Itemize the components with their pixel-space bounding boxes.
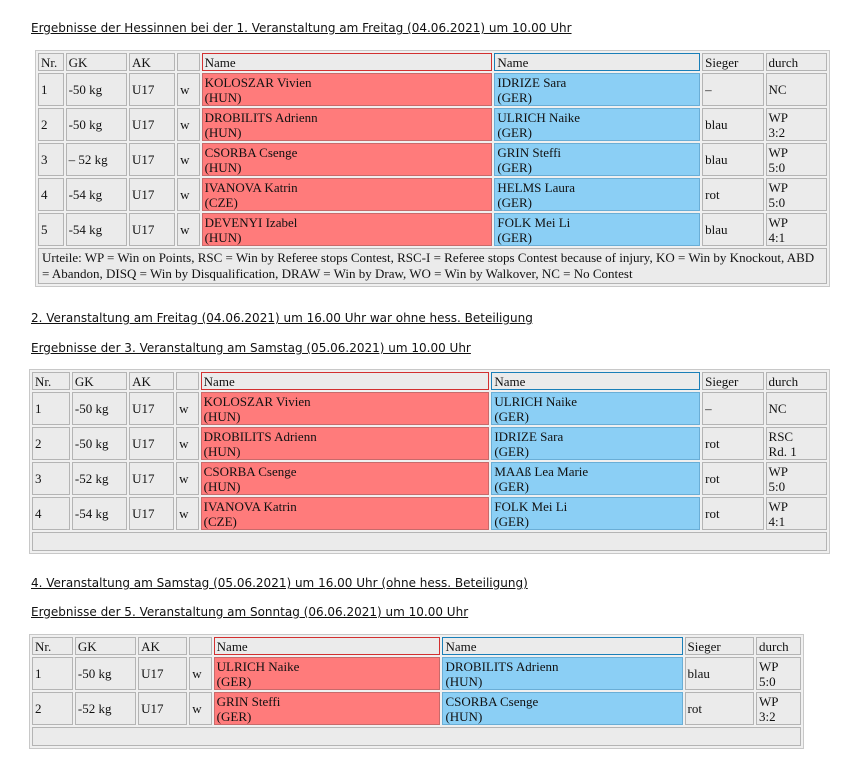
red-boxer-name: DROBILITS Adrienn (203, 428, 317, 444)
winner: rot (702, 178, 763, 211)
table-row (32, 497, 827, 530)
blue-corner-boxer (442, 692, 682, 725)
decision-type: WP (768, 214, 789, 230)
col-by-header: durch (766, 53, 827, 71)
weight-class: -50 kg (72, 427, 127, 460)
bout-number: 2 (32, 427, 70, 460)
heading-event-4: 4. Veranstaltung am Samstag (05.06.2021) um 16.00 Uhr (ohne hess. Beteiligung) (31, 576, 528, 590)
winner: rot (702, 427, 763, 460)
table-row (38, 108, 827, 141)
bout-number: 1 (38, 73, 64, 106)
decision-score: 5:0 (768, 159, 786, 175)
decision-score: 5:0 (768, 194, 786, 210)
decision-type: WP (768, 109, 789, 125)
age-class: U17 (129, 108, 175, 141)
age-class: U17 (129, 427, 174, 460)
col-nr-header: Nr. (32, 637, 73, 655)
red-boxer-country: (HUN) (204, 229, 242, 245)
red-boxer-name: GRIN Steffi (216, 693, 281, 709)
red-corner-boxer (214, 657, 441, 690)
winner: blau (702, 213, 763, 246)
bout-number: 4 (32, 497, 70, 530)
table-footer (32, 532, 827, 551)
weight-class: -50 kg (66, 73, 127, 106)
table-row (32, 427, 827, 460)
decision-type: WP (768, 144, 789, 160)
blue-boxer-country: (GER) (494, 513, 529, 529)
bout-number: 2 (38, 108, 64, 141)
red-boxer-country: (HUN) (204, 89, 242, 105)
red-corner-boxer (202, 73, 493, 106)
winner: – (702, 73, 763, 106)
winner: rot (702, 462, 763, 495)
decision-score: 4:1 (768, 229, 786, 245)
red-corner-boxer (202, 143, 493, 176)
col-winner-header: Sieger (685, 637, 754, 655)
sex: w (189, 657, 211, 690)
blue-boxer-name: IDRIZE Sara (494, 428, 564, 444)
blue-corner-boxer (491, 392, 700, 425)
blue-boxer-country: (GER) (494, 408, 529, 424)
winner: rot (702, 497, 763, 530)
weight-class: -54 kg (72, 497, 127, 530)
blue-boxer-country: (GER) (497, 89, 533, 105)
sex: w (177, 108, 200, 141)
blue-corner-boxer (494, 73, 700, 106)
red-corner-boxer (201, 462, 490, 495)
blue-boxer-country: (GER) (494, 478, 529, 494)
decision (766, 108, 827, 141)
decision-type: WP (768, 498, 789, 514)
decision (756, 692, 801, 725)
bout-number: 5 (38, 213, 64, 246)
decision (766, 143, 827, 176)
blue-corner-boxer (491, 462, 700, 495)
weight-class: – 52 kg (66, 143, 127, 176)
blue-boxer-name: ULRICH Naike (494, 393, 577, 409)
bout-number: 1 (32, 392, 70, 425)
red-corner-boxer (202, 178, 493, 211)
blue-boxer-name: GRIN Steffi (497, 144, 562, 160)
red-boxer-country: (GER) (216, 708, 252, 724)
red-boxer-name: DROBILITS Adrienn (204, 109, 318, 125)
table-row (38, 213, 827, 246)
blue-boxer-country: (GER) (494, 443, 529, 459)
sex: w (177, 213, 200, 246)
col-ak-header: AK (129, 53, 175, 71)
table-row (38, 73, 827, 106)
age-class: U17 (129, 143, 175, 176)
weight-class: -50 kg (66, 108, 127, 141)
sex: w (189, 692, 211, 725)
col-blue-name-header: Name (494, 53, 700, 71)
decision-score: Rd. 1 (768, 443, 797, 459)
table-header-row (32, 637, 801, 655)
decision (766, 392, 827, 425)
decision-score: 5:0 (759, 673, 776, 689)
table-header-row (32, 372, 827, 390)
red-boxer-country: (HUN) (203, 408, 241, 424)
weight-class: -52 kg (72, 462, 127, 495)
col-nr-header: Nr. (38, 53, 64, 71)
weight-class: -54 kg (66, 178, 127, 211)
decision-type: RSC (768, 428, 794, 444)
heading-event-5: Ergebnisse der 5. Veranstaltung am Sonntag (06.06.2021) um 10.00 Uhr (31, 605, 469, 619)
blue-corner-boxer (494, 143, 700, 176)
red-corner-boxer (201, 497, 490, 530)
red-boxer-country: (CZE) (203, 513, 237, 529)
blue-corner-boxer (494, 108, 700, 141)
red-boxer-country: (GER) (216, 673, 252, 689)
decision-type: WP (759, 658, 779, 674)
decision (766, 462, 827, 495)
bout-number: 1 (32, 657, 73, 690)
decision-type: WP (768, 463, 789, 479)
blue-boxer-country: (GER) (497, 194, 533, 210)
table-row (38, 143, 827, 176)
blue-boxer-country: (GER) (497, 159, 533, 175)
blue-corner-boxer (494, 178, 700, 211)
winner: blau (702, 143, 763, 176)
results-table-event-5 (29, 634, 804, 749)
results-table-event-1 (35, 50, 830, 287)
col-red-name-header: Name (201, 372, 490, 390)
decision (756, 657, 801, 690)
sex: w (176, 462, 199, 495)
red-boxer-name: IVANOVA Katrin (204, 179, 298, 195)
red-boxer-country: (HUN) (204, 124, 242, 140)
col-gk-header: GK (66, 53, 127, 71)
red-boxer-name: KOLOSZAR Vivien (203, 393, 311, 409)
decision-score: 4:1 (768, 513, 786, 529)
decision-type: WP (759, 693, 779, 709)
red-corner-boxer (214, 692, 441, 725)
decision-type: NC (768, 82, 787, 97)
col-nr-header: Nr. (32, 372, 70, 390)
col-gk-header: GK (72, 372, 127, 390)
blue-corner-boxer (442, 657, 682, 690)
weight-class: -52 kg (75, 692, 136, 725)
blue-boxer-name: CSORBA Csenge (445, 693, 539, 709)
blue-boxer-name: DROBILITS Adrienn (445, 658, 559, 674)
table-row (38, 178, 827, 211)
heading-event-1: Ergebnisse der Hessinnen bei der 1. Veranstaltung am Freitag (04.06.2021) um 10.00 Uhr (31, 21, 572, 35)
table-header-row (38, 53, 827, 71)
col-blue-name-header: Name (442, 637, 682, 655)
blue-boxer-name: FOLK Mei Li (494, 498, 568, 514)
bout-number: 2 (32, 692, 73, 725)
red-boxer-country: (HUN) (203, 478, 241, 494)
red-boxer-name: KOLOSZAR Vivien (204, 74, 312, 90)
col-winner-header: Sieger (702, 53, 763, 71)
results-table-event-3 (29, 369, 830, 554)
col-ak-header: AK (129, 372, 174, 390)
col-sex-header (189, 637, 211, 655)
blue-corner-boxer (494, 213, 700, 246)
winner: blau (685, 657, 754, 690)
blue-boxer-name: FOLK Mei Li (497, 214, 571, 230)
age-class: U17 (129, 213, 175, 246)
bout-number: 4 (38, 178, 64, 211)
decision (766, 497, 827, 530)
table-row (32, 462, 827, 495)
red-corner-boxer (202, 213, 493, 246)
sex: w (177, 178, 200, 211)
blue-boxer-name: HELMS Laura (497, 179, 575, 195)
col-ak-header: AK (138, 637, 187, 655)
col-red-name-header: Name (214, 637, 441, 655)
red-boxer-name: DEVENYI Izabel (204, 214, 298, 230)
blue-corner-boxer (491, 497, 700, 530)
red-boxer-name: IVANOVA Katrin (203, 498, 297, 514)
bout-number: 3 (38, 143, 64, 176)
col-blue-name-header: Name (491, 372, 700, 390)
sex: w (177, 73, 200, 106)
heading-event-2: 2. Veranstaltung am Freitag (04.06.2021) um 16.00 Uhr war ohne hess. Beteiligung (31, 311, 533, 325)
heading-event-3: Ergebnisse der 3. Veranstaltung am Samstag (05.06.2021) um 10.00 Uhr (31, 341, 471, 355)
table-row (32, 392, 827, 425)
red-boxer-name: CSORBA Csenge (204, 144, 298, 160)
decision-type: NC (768, 401, 787, 416)
decision (766, 213, 827, 246)
blue-boxer-name: ULRICH Naike (497, 109, 581, 125)
blue-boxer-country: (GER) (497, 124, 533, 140)
decision (766, 178, 827, 211)
age-class: U17 (129, 392, 174, 425)
red-boxer-name: ULRICH Naike (216, 658, 300, 674)
table-row (32, 692, 801, 725)
red-corner-boxer (202, 108, 493, 141)
red-corner-boxer (201, 392, 490, 425)
table-row (32, 657, 801, 690)
winner: rot (685, 692, 754, 725)
col-sex-header (177, 53, 200, 71)
decision-legend: Urteile: WP = Win on Points, RSC = Win by Referee stops Contest, RSC-I = Referee stops Contest because of injury, KO = Win by Knockout, ABD = Abandon, DISQ = Win by Disqualification, DRAW = Win by Draw, WO = Win by Walkover, NC = No Contest (38, 248, 827, 284)
decision-score: 3:2 (768, 124, 786, 140)
sex: w (177, 143, 200, 176)
weight-class: -54 kg (66, 213, 127, 246)
col-red-name-header: Name (202, 53, 493, 71)
legend-row (38, 248, 827, 284)
table-footer (32, 727, 801, 746)
age-class: U17 (129, 73, 175, 106)
age-class: U17 (138, 692, 187, 725)
red-corner-boxer (201, 427, 490, 460)
blue-boxer-name: IDRIZE Sara (497, 74, 567, 90)
decision-score: 3:2 (759, 708, 776, 724)
age-class: U17 (129, 178, 175, 211)
weight-class: -50 kg (72, 392, 127, 425)
red-boxer-country: (CZE) (204, 194, 238, 210)
decision-type: WP (768, 179, 789, 195)
red-boxer-country: (HUN) (204, 159, 242, 175)
blue-boxer-country: (GER) (497, 229, 533, 245)
blue-corner-boxer (491, 427, 700, 460)
bout-number: 3 (32, 462, 70, 495)
winner: – (702, 392, 763, 425)
red-boxer-name: CSORBA Csenge (203, 463, 297, 479)
col-by-header: durch (766, 372, 827, 390)
empty-footer-row (32, 727, 801, 746)
decision (766, 73, 827, 106)
winner: blau (702, 108, 763, 141)
weight-class: -50 kg (75, 657, 136, 690)
empty-footer-row (32, 532, 827, 551)
sex: w (176, 392, 199, 425)
red-boxer-country: (HUN) (203, 443, 241, 459)
decision (766, 427, 827, 460)
sex: w (176, 427, 199, 460)
col-gk-header: GK (75, 637, 136, 655)
age-class: U17 (138, 657, 187, 690)
blue-boxer-name: MAAß Lea Marie (494, 463, 589, 479)
col-sex-header (176, 372, 199, 390)
blue-boxer-country: (HUN) (445, 708, 483, 724)
age-class: U17 (129, 497, 174, 530)
col-by-header: durch (756, 637, 801, 655)
col-winner-header: Sieger (702, 372, 763, 390)
age-class: U17 (129, 462, 174, 495)
blue-boxer-country: (HUN) (445, 673, 483, 689)
sex: w (176, 497, 199, 530)
decision-score: 5:0 (768, 478, 786, 494)
